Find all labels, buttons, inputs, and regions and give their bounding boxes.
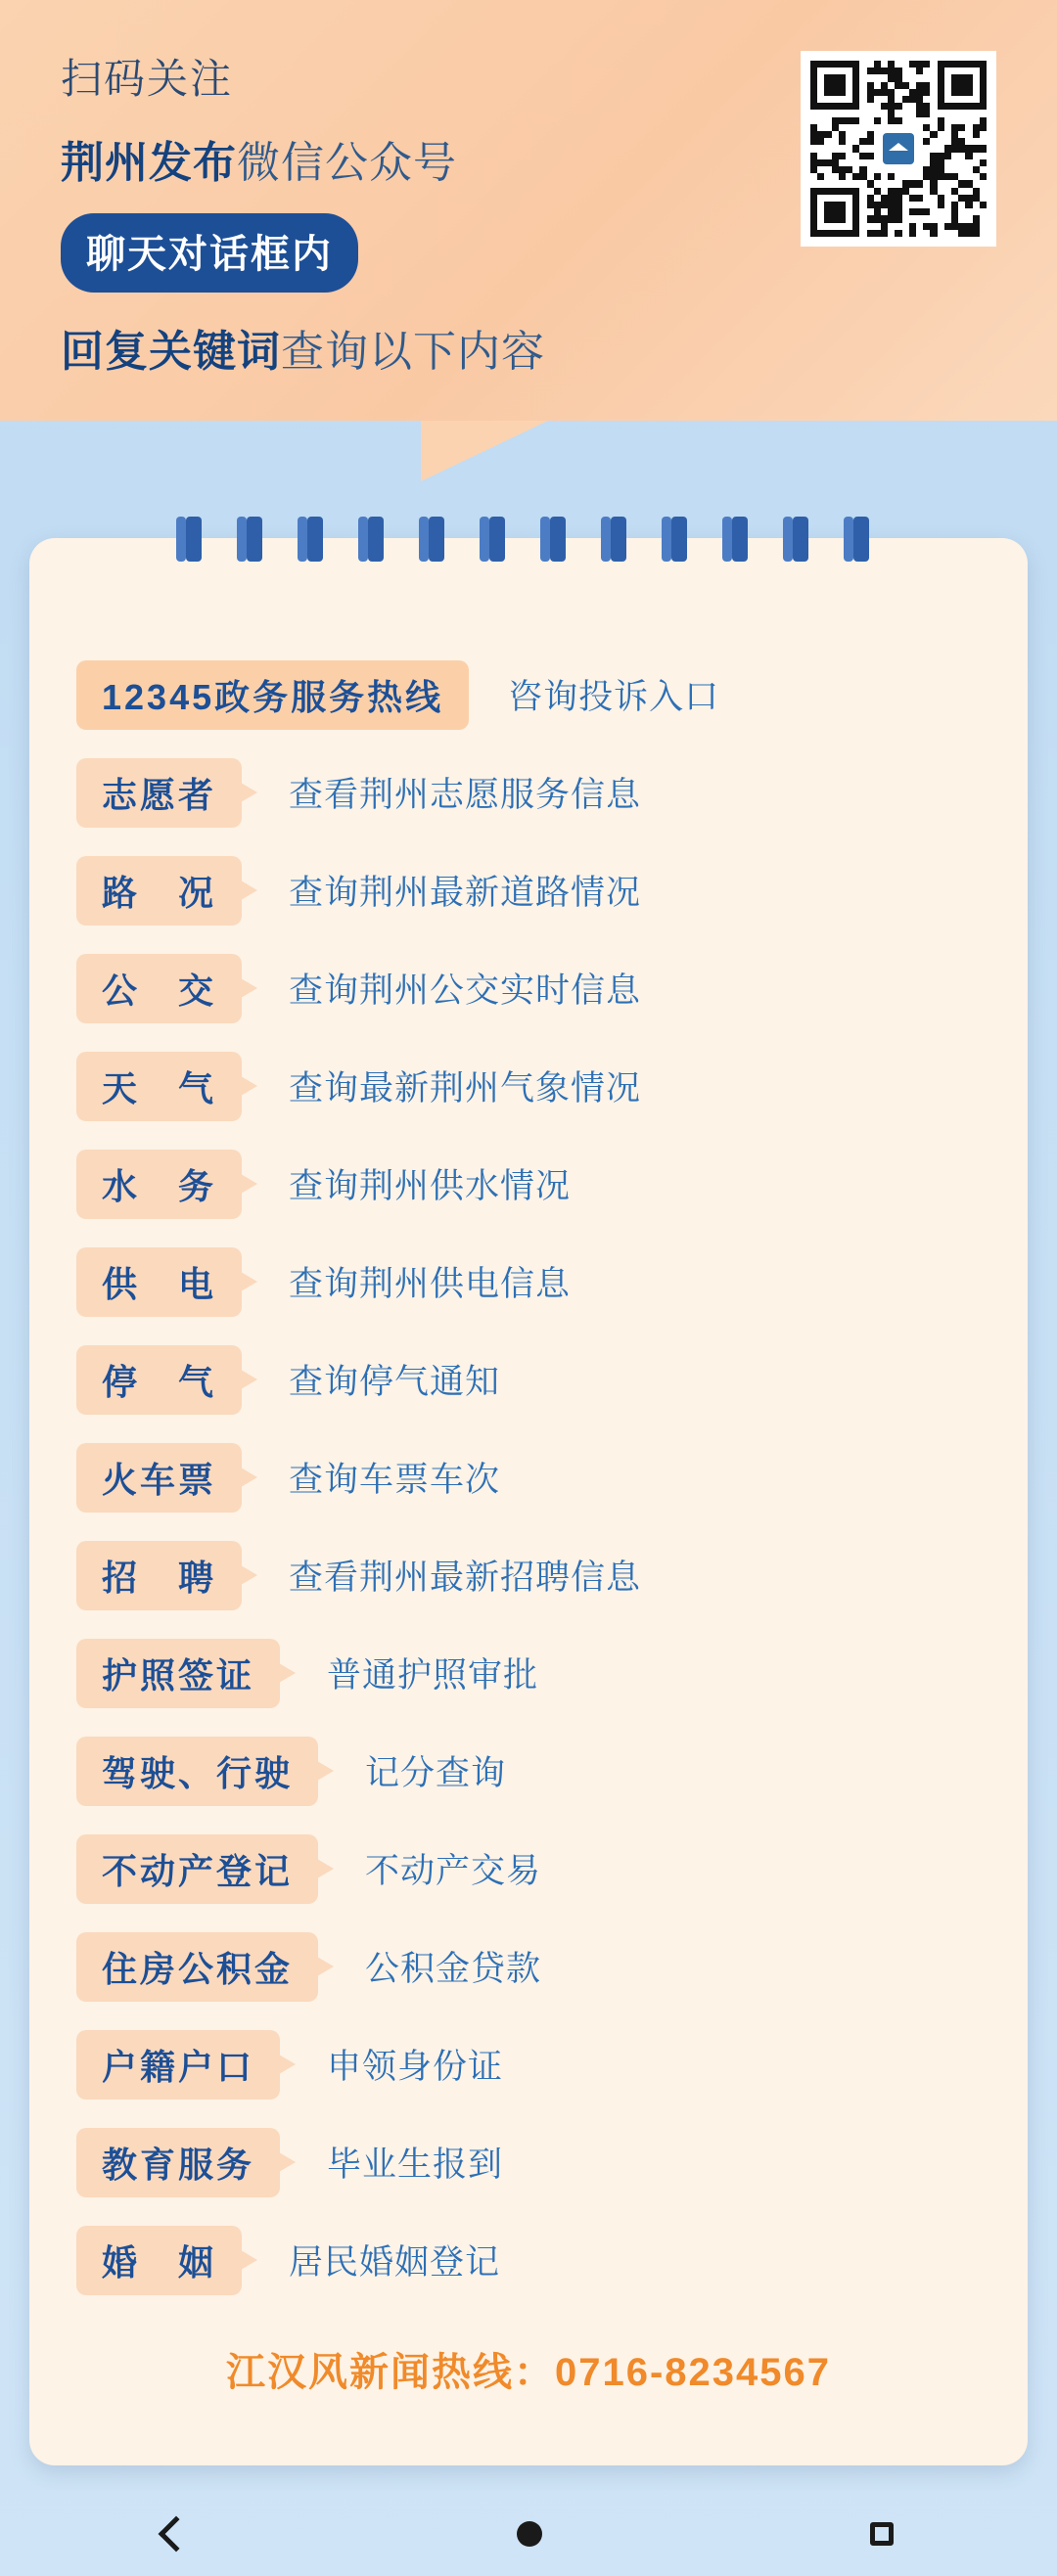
- speech-bubble-tail: [421, 421, 548, 481]
- keyword-tag: 供 电: [76, 1247, 242, 1317]
- spiral-ring: [611, 517, 626, 562]
- keyword-tag: 停 气: [76, 1345, 242, 1415]
- keyword-row: [29, 646, 1028, 744]
- keyword-row: [29, 744, 1028, 841]
- keyword-description: 公积金贷款: [365, 1950, 542, 1988]
- hotline-text: 江汉风新闻热线：0716-8234567: [225, 2351, 832, 2394]
- spiral-ring: [186, 517, 202, 562]
- keyword-tag: 婚 姻: [76, 2226, 242, 2295]
- keyword-description: 毕业生报到: [327, 2146, 504, 2184]
- keyword-row: [29, 1135, 1028, 1233]
- keyword-tag: 志愿者: [76, 758, 242, 828]
- header-text-block: [61, 47, 707, 379]
- keyword-description: 普通护照审批: [327, 1656, 539, 1695]
- keyword-tag: 护照签证: [76, 1639, 280, 1708]
- spiral-ring: [732, 517, 748, 562]
- keyword-row: [29, 1526, 1028, 1624]
- spiral-ring: [793, 517, 808, 562]
- keyword-tag: 不动产登记: [76, 1834, 318, 1904]
- spiral-ring: [307, 517, 323, 562]
- keyword-description: 记分查询: [365, 1754, 507, 1792]
- keyword-card: [29, 538, 1028, 2465]
- keyword-row: [29, 1722, 1028, 1820]
- keyword-row: [29, 1331, 1028, 1428]
- header-line-1: 扫码关注: [61, 56, 234, 102]
- keyword-row: [29, 2113, 1028, 2211]
- keyword-row: [29, 2211, 1028, 2309]
- keyword-row: [29, 841, 1028, 939]
- qr-code-logo-slot: [879, 129, 918, 168]
- keyword-row: [29, 1918, 1028, 2015]
- keyword-tag: 公 交: [76, 954, 242, 1023]
- keyword-row: [29, 1037, 1028, 1135]
- spiral-ring: [489, 517, 505, 562]
- keyword-tag: 火车票: [76, 1443, 242, 1513]
- keyword-tag: 招 聘: [76, 1541, 242, 1610]
- keyword-row: [29, 2015, 1028, 2113]
- keyword-row: [29, 1233, 1028, 1331]
- keyword-tag: 路 况: [76, 856, 242, 926]
- keyword-row: [29, 1820, 1028, 1918]
- keyword-description: 查询停气通知: [289, 1363, 501, 1401]
- keyword-tag: 天 气: [76, 1052, 242, 1121]
- keyword-description: 查询最新荆州气象情况: [289, 1069, 642, 1107]
- mountain-logo-icon: [883, 133, 914, 164]
- keyword-description: 不动产交易: [365, 1852, 542, 1890]
- keyword-row: [29, 939, 1028, 1037]
- header-line-4: [61, 316, 707, 379]
- spiral-ring: [853, 517, 869, 562]
- system-navigation-bar: [0, 2492, 1057, 2576]
- back-icon[interactable]: [159, 2516, 195, 2553]
- header-action-suffix: 查询以下内容: [281, 328, 545, 376]
- spiral-ring: [429, 517, 444, 562]
- keyword-tag: 水 务: [76, 1150, 242, 1219]
- keyword-description: 查询车票车次: [289, 1461, 501, 1499]
- keyword-tag: 12345政务服务热线: [76, 660, 469, 730]
- spiral-ring: [550, 517, 566, 562]
- spiral-binding: [29, 517, 1028, 562]
- home-icon[interactable]: [517, 2521, 542, 2547]
- keyword-list: [29, 646, 1028, 2309]
- keyword-description: 查看荆州志愿服务信息: [289, 776, 642, 814]
- qr-code[interactable]: [801, 51, 996, 247]
- header-account-name: 荆州发布: [61, 139, 237, 187]
- keyword-description: 查询荆州供水情况: [289, 1167, 572, 1205]
- keyword-description: 居民婚姻登记: [289, 2243, 501, 2282]
- keyword-description: 查看荆州最新招聘信息: [289, 1559, 642, 1597]
- keyword-row: [29, 1624, 1028, 1722]
- spiral-ring: [368, 517, 384, 562]
- spiral-ring: [247, 517, 262, 562]
- qr-code-canvas: [810, 61, 987, 237]
- keyword-tag: 住房公积金: [76, 1932, 318, 2002]
- header-account-suffix: 微信公众号: [237, 139, 457, 187]
- keyword-row: [29, 1428, 1028, 1526]
- keyword-tag: 驾驶、行驶: [76, 1737, 318, 1806]
- keyword-description: 咨询投诉入口: [508, 678, 720, 716]
- recents-icon[interactable]: [870, 2522, 894, 2546]
- keyword-tag: 教育服务: [76, 2128, 280, 2197]
- spiral-ring: [671, 517, 687, 562]
- keyword-description: 查询荆州公交实时信息: [289, 972, 642, 1010]
- header-action-keyword: 回复关键词: [61, 328, 281, 376]
- keyword-description: 申领身份证: [327, 2048, 504, 2086]
- header-line-2: [61, 127, 707, 190]
- header-banner: [0, 0, 1057, 421]
- keyword-tag: 户籍户口: [76, 2030, 280, 2100]
- header-pill: 聊天对话框内: [61, 213, 358, 293]
- keyword-description: 查询荆州最新道路情况: [289, 874, 642, 912]
- keyword-description: 查询荆州供电信息: [289, 1265, 572, 1303]
